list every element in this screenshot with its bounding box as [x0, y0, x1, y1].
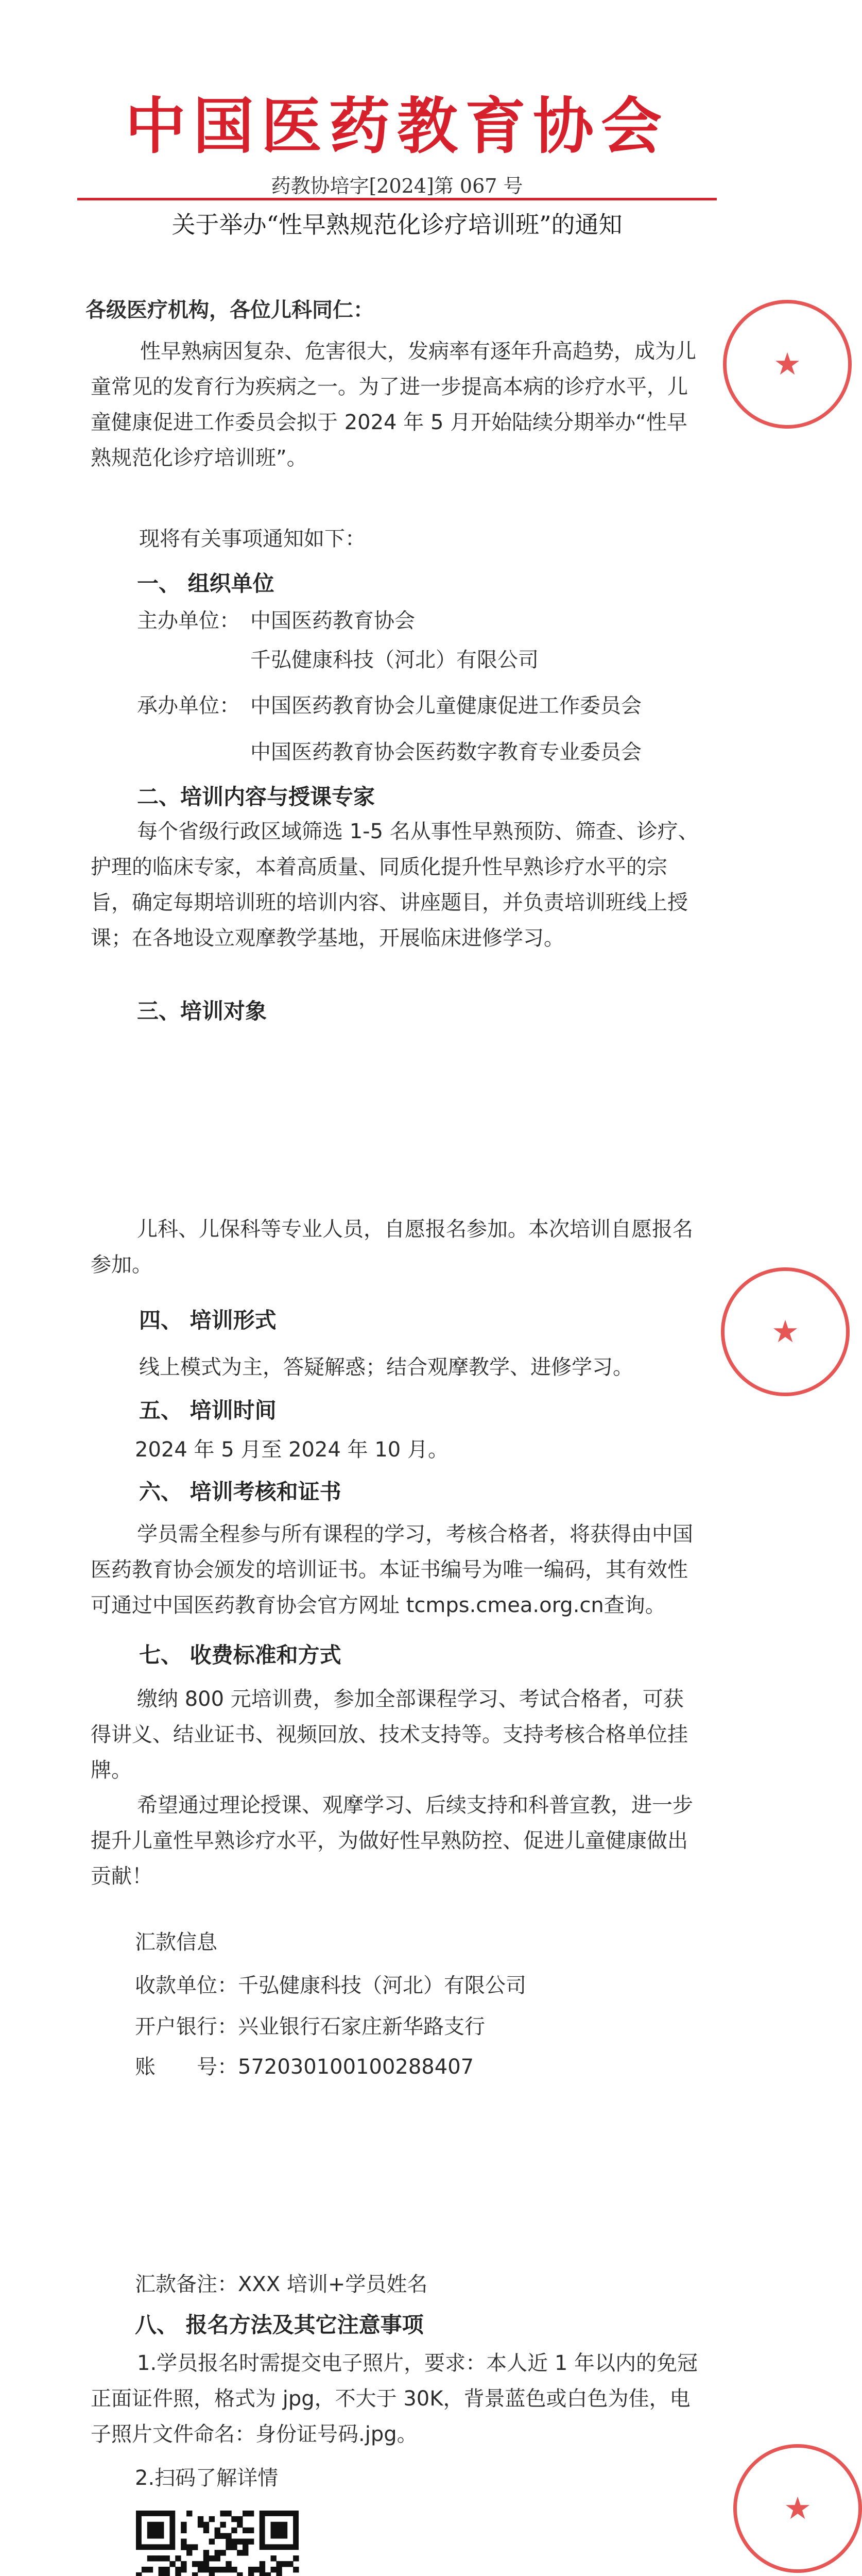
- section-heading-fees: 七、 收费标准和方式: [139, 1642, 341, 1668]
- host-name: 千弘健康科技（河北）有限公司: [250, 648, 539, 672]
- closing-paragraph: 希望通过理论授课、观摩学习、后续支持和科普宣教，进一步提升儿童性早熟诊疗水平，为做好性早熟防控、促进儿童健康做出贡献！: [91, 1793, 693, 1888]
- red-seal-stamp: [721, 1267, 850, 1396]
- seal-star-icon: ★: [771, 1314, 799, 1350]
- fee-paragraph: 缴纳 800 元培训费，参加全部课程学习、考试合格者，可获得讲义、结业证书、视频回放、技术支持等。支持考核合格单位挂牌。: [91, 1687, 688, 1782]
- notice-title: 关于举办“性早熟规范化诊疗培训班”的通知: [171, 211, 623, 239]
- bank-value: 兴业银行石家庄新华路支行: [238, 2015, 485, 2039]
- host-label: 主办单位：: [137, 609, 240, 633]
- greeting: 各级医疗机构，各位儿科同仁：: [85, 298, 374, 322]
- document-number: 药教协培字[2024]第 067 号: [271, 175, 523, 197]
- audience-paragraph: 儿科、儿保科等专业人员，自愿报名参加。本次培训自愿报名参加。: [91, 1217, 693, 1277]
- qr-code-graphic: [136, 2511, 299, 2576]
- lead-text: 现将有关事项通知如下：: [139, 527, 366, 551]
- content-paragraph: 每个省级行政区域筛选 1-5 名从事性早熟预防、筛查、诊疗、护理的临床专家，本着高质量、同质化提升性早熟诊疗水平的宗旨，确定每期培训班的培训内容、讲座题目，并负责培训班线上授课；在各地设立观摩教学基地，开展临床进修学习。: [91, 820, 699, 950]
- remittance-remark: 汇款备注：XXX 培训+学员姓名: [135, 2273, 428, 2296]
- registration-item-1: 1.学员报名时需提交电子照片，要求：本人近 1 年以内的免冠正面证件照，格式为 jpg，不大于 30K，背景蓝色或白色为佳，电子照片文件命名：身份证号码.jpg。: [91, 2351, 698, 2446]
- certificate-paragraph: 学员需全程参与所有课程的学习，考核合格者，将获得由中国医药教育协会颁发的培训证书。本证书编号为唯一编码，其有效性可通过中国医药教育协会官方网址 tcmps.cmea.org.cn查询。: [91, 1522, 693, 1617]
- seal-star-icon: ★: [784, 2490, 812, 2527]
- registration-item-2: 2.扫码了解详情: [135, 2466, 279, 2490]
- red-divider: [77, 198, 717, 200]
- section-heading-format: 四、 培训形式: [139, 1308, 277, 1333]
- organizer-name: 中国医药教育协会医药数字教育专业委员会: [250, 740, 642, 764]
- host-name: 中国医药教育协会: [250, 609, 415, 633]
- qr-code[interactable]: [136, 2511, 299, 2576]
- red-seal-stamp: [723, 300, 852, 429]
- org-title: 中国医药教育协会: [125, 90, 669, 162]
- payee-value: 千弘健康科技（河北）有限公司: [238, 1974, 526, 1997]
- organizer-name: 中国医药教育协会儿童健康促进工作委员会: [250, 694, 642, 718]
- section-heading-content: 二、培训内容与授课专家: [137, 784, 375, 809]
- account-label: 账 号：: [135, 2055, 238, 2079]
- red-seal-stamp: [733, 2444, 862, 2573]
- remittance-title: 汇款信息: [135, 1930, 217, 1954]
- intro-paragraph: 性早熟病因复杂、危害很大，发病率有逐年升高趋势，成为儿童常见的发育行为疾病之一。为了进一步提高本病的诊疗水平，儿童健康促进工作委员会拟于 2024 年 5 月开始陆续分期举办“性早熟规范化诊疗培训班”。: [91, 340, 696, 470]
- time-text: 2024 年 5 月至 2024 年 10 月。: [135, 1438, 449, 1462]
- bank-label: 开户银行：: [135, 2015, 238, 2039]
- organizer-label: 承办单位：: [137, 694, 240, 718]
- section-heading-audience: 三、培训对象: [137, 998, 267, 1024]
- section-heading-registration: 八、 报名方法及其它注意事项: [135, 2312, 424, 2337]
- format-text: 线上模式为主，答疑解惑；结合观摩教学、进修学习。: [139, 1355, 633, 1379]
- account-value: 572030100100288407: [238, 2055, 474, 2079]
- section-heading-organizers: 一、 组织单位: [137, 571, 274, 596]
- seal-star-icon: ★: [773, 346, 801, 382]
- section-heading-time: 五、 培训时间: [139, 1398, 277, 1423]
- section-heading-certificate: 六、 培训考核和证书: [139, 1479, 341, 1504]
- payee-label: 收款单位：: [135, 1974, 238, 1997]
